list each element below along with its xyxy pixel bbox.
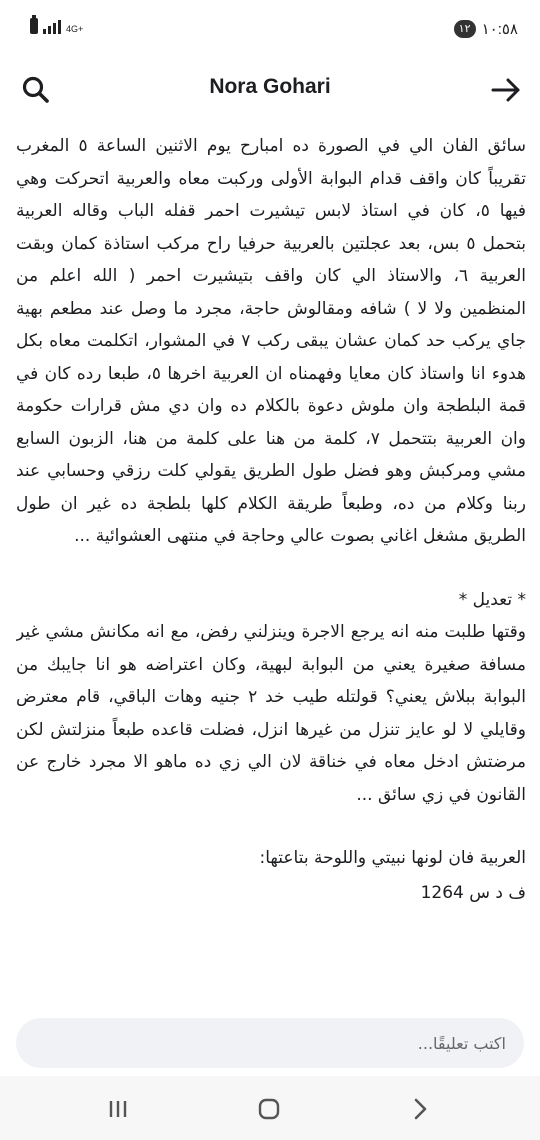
recent-apps-button[interactable]	[98, 1094, 138, 1124]
back-button[interactable]	[401, 1094, 441, 1124]
battery-icon	[30, 18, 38, 34]
status-left	[30, 18, 83, 34]
system-nav-bar	[0, 1076, 540, 1140]
chevron-right-icon	[401, 1094, 441, 1124]
signal-icon	[43, 20, 61, 34]
post-paragraph: العربية فان لونها نبيتي واللوحة بتاعتها:	[259, 848, 526, 868]
post-paragraph: وقتها طلبت منه انه يرجع الاجرة وينزلني رفض، مع انه مكانش مشي غير مسافة صغيرة يعني من البوابة لبهية، وكان اعتراضه هو انا جايبك من البوابة ببلاش يعني؟ قولتله طيب خد ٢ جنيه وهات الباقي، قام معترض وقايلي لا لو عايز تنزل من غيرها انزل، فضلت قاعده طبعاً منزلتش لكن مرضتش ادخل معاه في خناقة لان الي زي ده ماهو الا مجرد خارج عن القانون في زي سائق ...	[16, 622, 526, 805]
status-bar	[0, 0, 540, 58]
post-body	[16, 130, 526, 1000]
header	[0, 58, 540, 120]
recent-apps-icon	[98, 1094, 138, 1124]
license-plate-text: ف د س 1264	[420, 882, 526, 903]
clock: ١٠:٥٨	[481, 21, 518, 38]
status-right	[454, 20, 518, 38]
comment-area	[0, 1000, 540, 1076]
network-type-label: 4G+	[66, 24, 84, 34]
page-title: Nora Gohari	[209, 75, 331, 98]
home-icon	[249, 1094, 289, 1124]
edit-label: * تعديل *	[458, 589, 526, 610]
comment-input[interactable]	[16, 1018, 524, 1068]
post-paragraph: سائق الفان الي في الصورة ده امبارح يوم الاثنين الساعة ٥ المغرب تقريباً كان واقف قدام البوابة الأولى وركبت معاه والعربية اتحركت وهي فيها ٥، كان في استاذ لابس تيشيرت احمر قفله الباب وقاله العربية بتحمل ٥ بس، بعد عجلتين بالعربية حرفيا راح مركب استاذة كمان وبقت العربية ٦، والاستاذ الي كان واقف بتيشيرت احمر ( الله اعلم من المنظمين ولا لا ) شافه ومقالوش حاجة، مجرد ما وصل عند مطعم بهية جاي يركب حد كمان عشان يبقى ركب ٧ في المشوار، اتكلمت معاه بكل هدوء انا واستاذ كان معايا وفهمناه ان العربية اخرها ٥، طبعا رده كان في قمة البلطجة وان ملوش دعوة بالكلام ده وان دي مش قرارات حكومة وان العربية بتتحمل ٧، كلمة من هنا على كلمة من هنا، الزبون السابع مشي ومركبش وهو فضل طول الطريق يقولي كلت رزقي وحسابي عند ربنا وكلام من ده، وطبعاً طريقة الكلام كلها بلطجة ده غير ان طول الطريق مشغل اغاني بصوت عالي وحاجة في منتهى العشوائية ...	[16, 136, 526, 546]
arrow-right-icon	[488, 72, 524, 108]
home-button[interactable]	[249, 1094, 289, 1124]
notification-badge: ١٢	[454, 20, 476, 38]
forward-button[interactable]	[488, 72, 524, 108]
